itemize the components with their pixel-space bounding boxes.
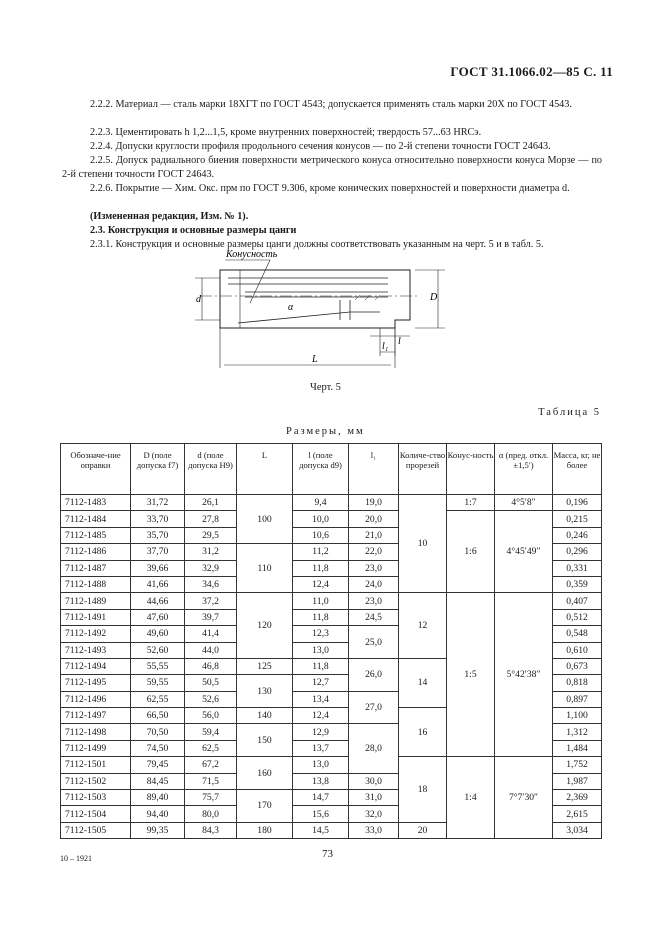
cell-D: 47,60 xyxy=(131,609,185,625)
cell-l1: 19,0 xyxy=(349,495,399,511)
cell-l: 9,4 xyxy=(293,495,349,511)
cell-L: 110 xyxy=(237,544,293,593)
cell-d: 29,5 xyxy=(185,527,237,543)
cell-L: 100 xyxy=(237,495,293,544)
cell-mass: 0,196 xyxy=(553,495,602,511)
table-label: Таблица 5 xyxy=(538,407,601,418)
cell-d: 44,0 xyxy=(185,642,237,658)
cell-d: 75,7 xyxy=(185,790,237,806)
cell-d: 32,9 xyxy=(185,560,237,576)
cell-D: 62,55 xyxy=(131,691,185,707)
cell-L: 150 xyxy=(237,724,293,757)
cell-mass: 1,752 xyxy=(553,757,602,773)
cell-taper: 1:5 xyxy=(447,593,495,757)
cell-D: 37,70 xyxy=(131,544,185,560)
cell-mass: 0,897 xyxy=(553,691,602,707)
drawing-label-d: d xyxy=(196,294,201,305)
cell-l: 11,8 xyxy=(293,609,349,625)
cell-l1: 33,0 xyxy=(349,822,399,838)
drawing-label-l: l xyxy=(398,336,401,347)
cell-l: 14,5 xyxy=(293,822,349,838)
col-header-L: L xyxy=(237,444,293,495)
cell-mass: 1,100 xyxy=(553,708,602,724)
cell-l: 11,8 xyxy=(293,560,349,576)
cell-L: 180 xyxy=(237,822,293,838)
cell-designation: 7112-1494 xyxy=(61,658,131,674)
cell-designation: 7112-1487 xyxy=(61,560,131,576)
drawing-label-alpha: α xyxy=(288,302,294,313)
cell-D: 79,45 xyxy=(131,757,185,773)
cell-mass: 0,331 xyxy=(553,560,602,576)
cell-D: 52,60 xyxy=(131,642,185,658)
cell-designation: 7112-1493 xyxy=(61,642,131,658)
cell-d: 52,6 xyxy=(185,691,237,707)
cell-mass: 0,673 xyxy=(553,658,602,674)
cell-d: 67,2 xyxy=(185,757,237,773)
cell-designation: 7112-1495 xyxy=(61,675,131,691)
cell-d: 56,0 xyxy=(185,708,237,724)
paragraph-2-2-3: 2.2.3. Цементировать h 1,2...1,5, кроме внутренних поверхностей; твердость 57...63 HRCэ. xyxy=(90,127,482,138)
cell-l1: 20,0 xyxy=(349,511,399,527)
cell-l: 12,7 xyxy=(293,675,349,691)
cell-l1: 24,0 xyxy=(349,576,399,592)
cell-alpha: 7°7′30″ xyxy=(495,757,553,839)
cell-D: 39,66 xyxy=(131,560,185,576)
cell-L: 125 xyxy=(237,658,293,674)
cell-l1: 25,0 xyxy=(349,626,399,659)
cell-l: 10,6 xyxy=(293,527,349,543)
cell-mass: 0,610 xyxy=(553,642,602,658)
cell-D: 41,66 xyxy=(131,576,185,592)
cell-designation: 7112-1485 xyxy=(61,527,131,543)
cell-mass: 1,987 xyxy=(553,773,602,789)
cell-l1: 24,5 xyxy=(349,609,399,625)
cell-d: 31,2 xyxy=(185,544,237,560)
table-row xyxy=(61,757,602,773)
cell-alpha: 4°45′49″ xyxy=(495,511,553,593)
cell-designation: 7112-1502 xyxy=(61,773,131,789)
cell-l: 15,6 xyxy=(293,806,349,822)
cell-D: 89,40 xyxy=(131,790,185,806)
paragraph-2-2-4: 2.2.4. Допуски круглости профиля продольного сечения конусов — по 2-й степени точности ГОСТ 24643. xyxy=(90,141,551,152)
cell-designation: 7112-1503 xyxy=(61,790,131,806)
cell-L: 160 xyxy=(237,757,293,790)
cell-D: 70,50 xyxy=(131,724,185,740)
cell-mass: 0,359 xyxy=(553,576,602,592)
cell-designation: 7112-1497 xyxy=(61,708,131,724)
col-header-mass: Масса, кг, не более xyxy=(553,444,602,495)
cell-designation: 7112-1483 xyxy=(61,495,131,511)
drawing-label-D: D xyxy=(430,292,438,303)
table-units-label: Размеры, мм xyxy=(286,426,365,437)
cell-D: 84,45 xyxy=(131,773,185,789)
cell-l: 13,4 xyxy=(293,691,349,707)
cell-mass: 0,818 xyxy=(553,675,602,691)
cell-mass: 0,512 xyxy=(553,609,602,625)
cell-designation: 7112-1486 xyxy=(61,544,131,560)
drawing-label-L: L xyxy=(312,354,318,365)
cell-designation: 7112-1488 xyxy=(61,576,131,592)
cell-D: 55,55 xyxy=(131,658,185,674)
col-header-D: D (поле допуска f7) xyxy=(131,444,185,495)
cell-taper: 1:7 xyxy=(447,495,495,511)
cell-d: 39,7 xyxy=(185,609,237,625)
amendment-note: (Измененная редакция, Изм. № 1). xyxy=(90,211,249,222)
cell-designation: 7112-1505 xyxy=(61,822,131,838)
cell-l: 12,4 xyxy=(293,708,349,724)
footer-print-code: 10 – 1921 xyxy=(60,854,92,863)
cell-l: 11,2 xyxy=(293,544,349,560)
cell-d: 27,8 xyxy=(185,511,237,527)
cell-D: 33,70 xyxy=(131,511,185,527)
cell-d: 50,5 xyxy=(185,675,237,691)
cell-D: 44,66 xyxy=(131,593,185,609)
cell-mass: 2,369 xyxy=(553,790,602,806)
paragraph-2-2-5: 2.2.5. Допуск радиального биения поверхности метрического конуса относительно поверхности конуса Морзе — по 2-й степени точности ГОСТ 24643. xyxy=(62,155,602,180)
cell-l1: 32,0 xyxy=(349,806,399,822)
cell-l: 11,0 xyxy=(293,593,349,609)
cell-designation: 7112-1498 xyxy=(61,724,131,740)
cell-designation: 7112-1491 xyxy=(61,609,131,625)
cell-mass: 0,407 xyxy=(553,593,602,609)
table-header-row xyxy=(61,444,602,495)
cell-mass: 0,246 xyxy=(553,527,602,543)
cell-l: 13,0 xyxy=(293,642,349,658)
figure-caption: Черт. 5 xyxy=(310,382,341,393)
cell-l: 12,9 xyxy=(293,724,349,740)
cell-designation: 7112-1489 xyxy=(61,593,131,609)
col-header-slots: Количе-ство прорезей xyxy=(399,444,447,495)
cell-l1: 30,0 xyxy=(349,773,399,789)
collet-drawing xyxy=(180,248,480,388)
cell-d: 80,0 xyxy=(185,806,237,822)
cell-designation: 7112-1492 xyxy=(61,626,131,642)
cell-slots: 18 xyxy=(399,757,447,823)
page-number: 73 xyxy=(322,848,333,860)
cell-designation: 7112-1484 xyxy=(61,511,131,527)
table-row xyxy=(61,511,602,527)
cell-mass: 1,312 xyxy=(553,724,602,740)
cell-taper: 1:4 xyxy=(447,757,495,839)
cell-l: 10,0 xyxy=(293,511,349,527)
col-header-designation: Обозначе-ние оправки xyxy=(61,444,131,495)
cell-mass: 0,296 xyxy=(553,544,602,560)
cell-designation: 7112-1499 xyxy=(61,740,131,756)
cell-l1: 31,0 xyxy=(349,790,399,806)
cell-d: 34,6 xyxy=(185,576,237,592)
cell-l: 11,8 xyxy=(293,658,349,674)
cell-mass: 3,034 xyxy=(553,822,602,838)
cell-designation: 7112-1504 xyxy=(61,806,131,822)
collet-dimensions-table xyxy=(60,443,602,839)
cell-slots: 20 xyxy=(399,822,447,838)
cell-d: 59,4 xyxy=(185,724,237,740)
table-row xyxy=(61,593,602,609)
cell-mass: 1,484 xyxy=(553,740,602,756)
cell-D: 66,50 xyxy=(131,708,185,724)
cell-l: 12,3 xyxy=(293,626,349,642)
col-header-taper: Конус-ность xyxy=(447,444,495,495)
cell-D: 35,70 xyxy=(131,527,185,543)
section-heading-2-3: 2.3. Конструкция и основные размеры цанги xyxy=(90,225,297,236)
cell-mass: 0,548 xyxy=(553,626,602,642)
cell-d: 84,3 xyxy=(185,822,237,838)
cell-designation: 7112-1501 xyxy=(61,757,131,773)
cell-L: 120 xyxy=(237,593,293,659)
cell-l: 13,8 xyxy=(293,773,349,789)
cell-alpha: 4°5′8″ xyxy=(495,495,553,511)
cell-taper: 1:6 xyxy=(447,511,495,593)
col-header-alpha: α (пред. откл. ±1,5′) xyxy=(495,444,553,495)
cell-l1: 23,0 xyxy=(349,593,399,609)
cell-L: 170 xyxy=(237,790,293,823)
cell-D: 99,35 xyxy=(131,822,185,838)
cell-d: 62,5 xyxy=(185,740,237,756)
paragraph-2-2-2: 2.2.2. Материал — сталь марки 18ХГТ по ГОСТ 4543; допускается применять сталь марки 20Х по ГОСТ 4543. xyxy=(90,99,572,110)
cell-l1: 26,0 xyxy=(349,658,399,691)
cell-alpha: 5°42′38″ xyxy=(495,593,553,757)
cell-slots: 10 xyxy=(399,495,447,593)
cell-d: 26,1 xyxy=(185,495,237,511)
cell-L: 140 xyxy=(237,708,293,724)
cell-l: 13,0 xyxy=(293,757,349,773)
col-header-d: d (поле допуска H9) xyxy=(185,444,237,495)
table-row xyxy=(61,495,602,511)
col-header-l1: l₁ xyxy=(349,444,399,495)
page-header-title: ГОСТ 31.1066.02—85 С. 11 xyxy=(450,64,613,79)
cell-l1: 23,0 xyxy=(349,560,399,576)
cell-slots: 12 xyxy=(399,593,447,659)
cell-l1: 22,0 xyxy=(349,544,399,560)
cell-D: 31,72 xyxy=(131,495,185,511)
cell-l: 14,7 xyxy=(293,790,349,806)
cell-d: 37,2 xyxy=(185,593,237,609)
cell-l1: 28,0 xyxy=(349,724,399,773)
paragraph-2-3-1: 2.3.1. Конструкция и основные размеры цанги должны соответствовать указанным на черт. 5 и в табл. 5. xyxy=(90,239,544,250)
col-header-l: l (поле допуска d9) xyxy=(293,444,349,495)
cell-L: 130 xyxy=(237,675,293,708)
cell-designation: 7112-1496 xyxy=(61,691,131,707)
cell-mass: 0,215 xyxy=(553,511,602,527)
cell-slots: 16 xyxy=(399,708,447,757)
cell-l1: 27,0 xyxy=(349,691,399,724)
cell-D: 49,60 xyxy=(131,626,185,642)
drawing-label-l1: l₁ xyxy=(382,341,389,352)
cell-D: 59,55 xyxy=(131,675,185,691)
paragraph-2-2-6: 2.2.6. Покрытие — Хим. Окс. прм по ГОСТ 9.306, кроме конических поверхностей и поверхности диаметра d. xyxy=(90,183,570,194)
cell-l: 12,4 xyxy=(293,576,349,592)
cell-d: 46,8 xyxy=(185,658,237,674)
cell-l: 13,7 xyxy=(293,740,349,756)
cell-d: 71,5 xyxy=(185,773,237,789)
cell-l1: 21,0 xyxy=(349,527,399,543)
cell-D: 74,50 xyxy=(131,740,185,756)
cell-D: 94,40 xyxy=(131,806,185,822)
drawing-label-taper: Конусность xyxy=(226,249,278,260)
cell-mass: 2,615 xyxy=(553,806,602,822)
cell-slots: 14 xyxy=(399,658,447,707)
cell-d: 41,4 xyxy=(185,626,237,642)
